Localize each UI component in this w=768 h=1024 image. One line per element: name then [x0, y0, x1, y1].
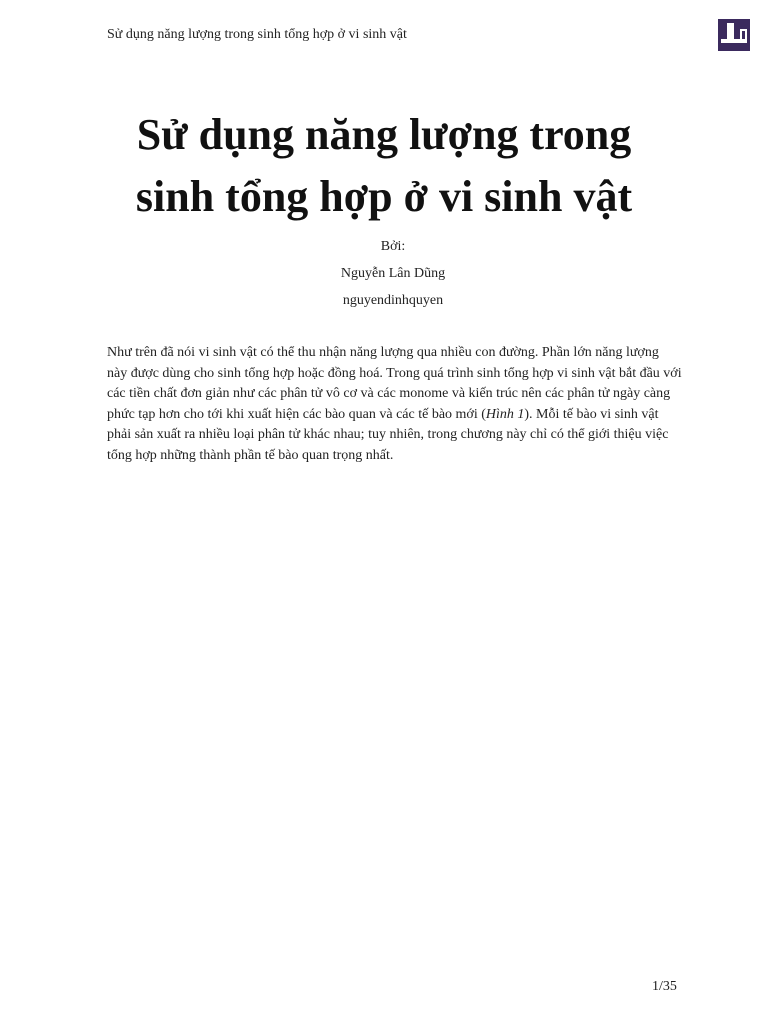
byline-label: Bởi: [380, 239, 406, 254]
page-number: 1/35 [652, 979, 677, 994]
paragraph-text-part-2: ). Mỗi tế bào vi sinh vật phải sản xuất ra nhiều loại phân tử khác nhau; tuy nhiên, trong chương này chỉ có thể giới thiệu việc tổng hợp những thành phần tế bào quan trọng nhất. [107, 406, 669, 463]
author-username: nguyendinhquyen [342, 293, 444, 308]
title-line-2: sinh tổng hợp ở vi sinh vật [135, 172, 633, 221]
running-header-title: Sử dụng năng lượng trong sinh tổng hợp ở vi sinh vật [107, 27, 407, 42]
byline [0, 233, 768, 314]
title-line-1: Sử dụng năng lượng trong [136, 110, 632, 159]
author-name: Nguyễn Lân Dũng [340, 266, 446, 281]
figure-reference: Hình 1 [485, 406, 525, 422]
publisher-logo-icon [718, 19, 750, 51]
body-paragraph [107, 343, 682, 466]
paragraph-text-part-1: Như trên đã nói vi sinh vật có thể thu nhận năng lượng qua nhiều con đường. Phần lớn năng lượng này được dùng cho sinh tổng hợp hoặc đồng hoá. Trong quá trình sinh tổng hợp vi sinh vật bắt đầu với các tiền chất đơn giản như các phân tử vô cơ và các monome và kiến trúc nên các phân tử ngày càng phức tạp hơn cho tới khi xuất hiện các bào quan và các tế bào mới ( [107, 345, 682, 422]
page-title [60, 104, 708, 228]
